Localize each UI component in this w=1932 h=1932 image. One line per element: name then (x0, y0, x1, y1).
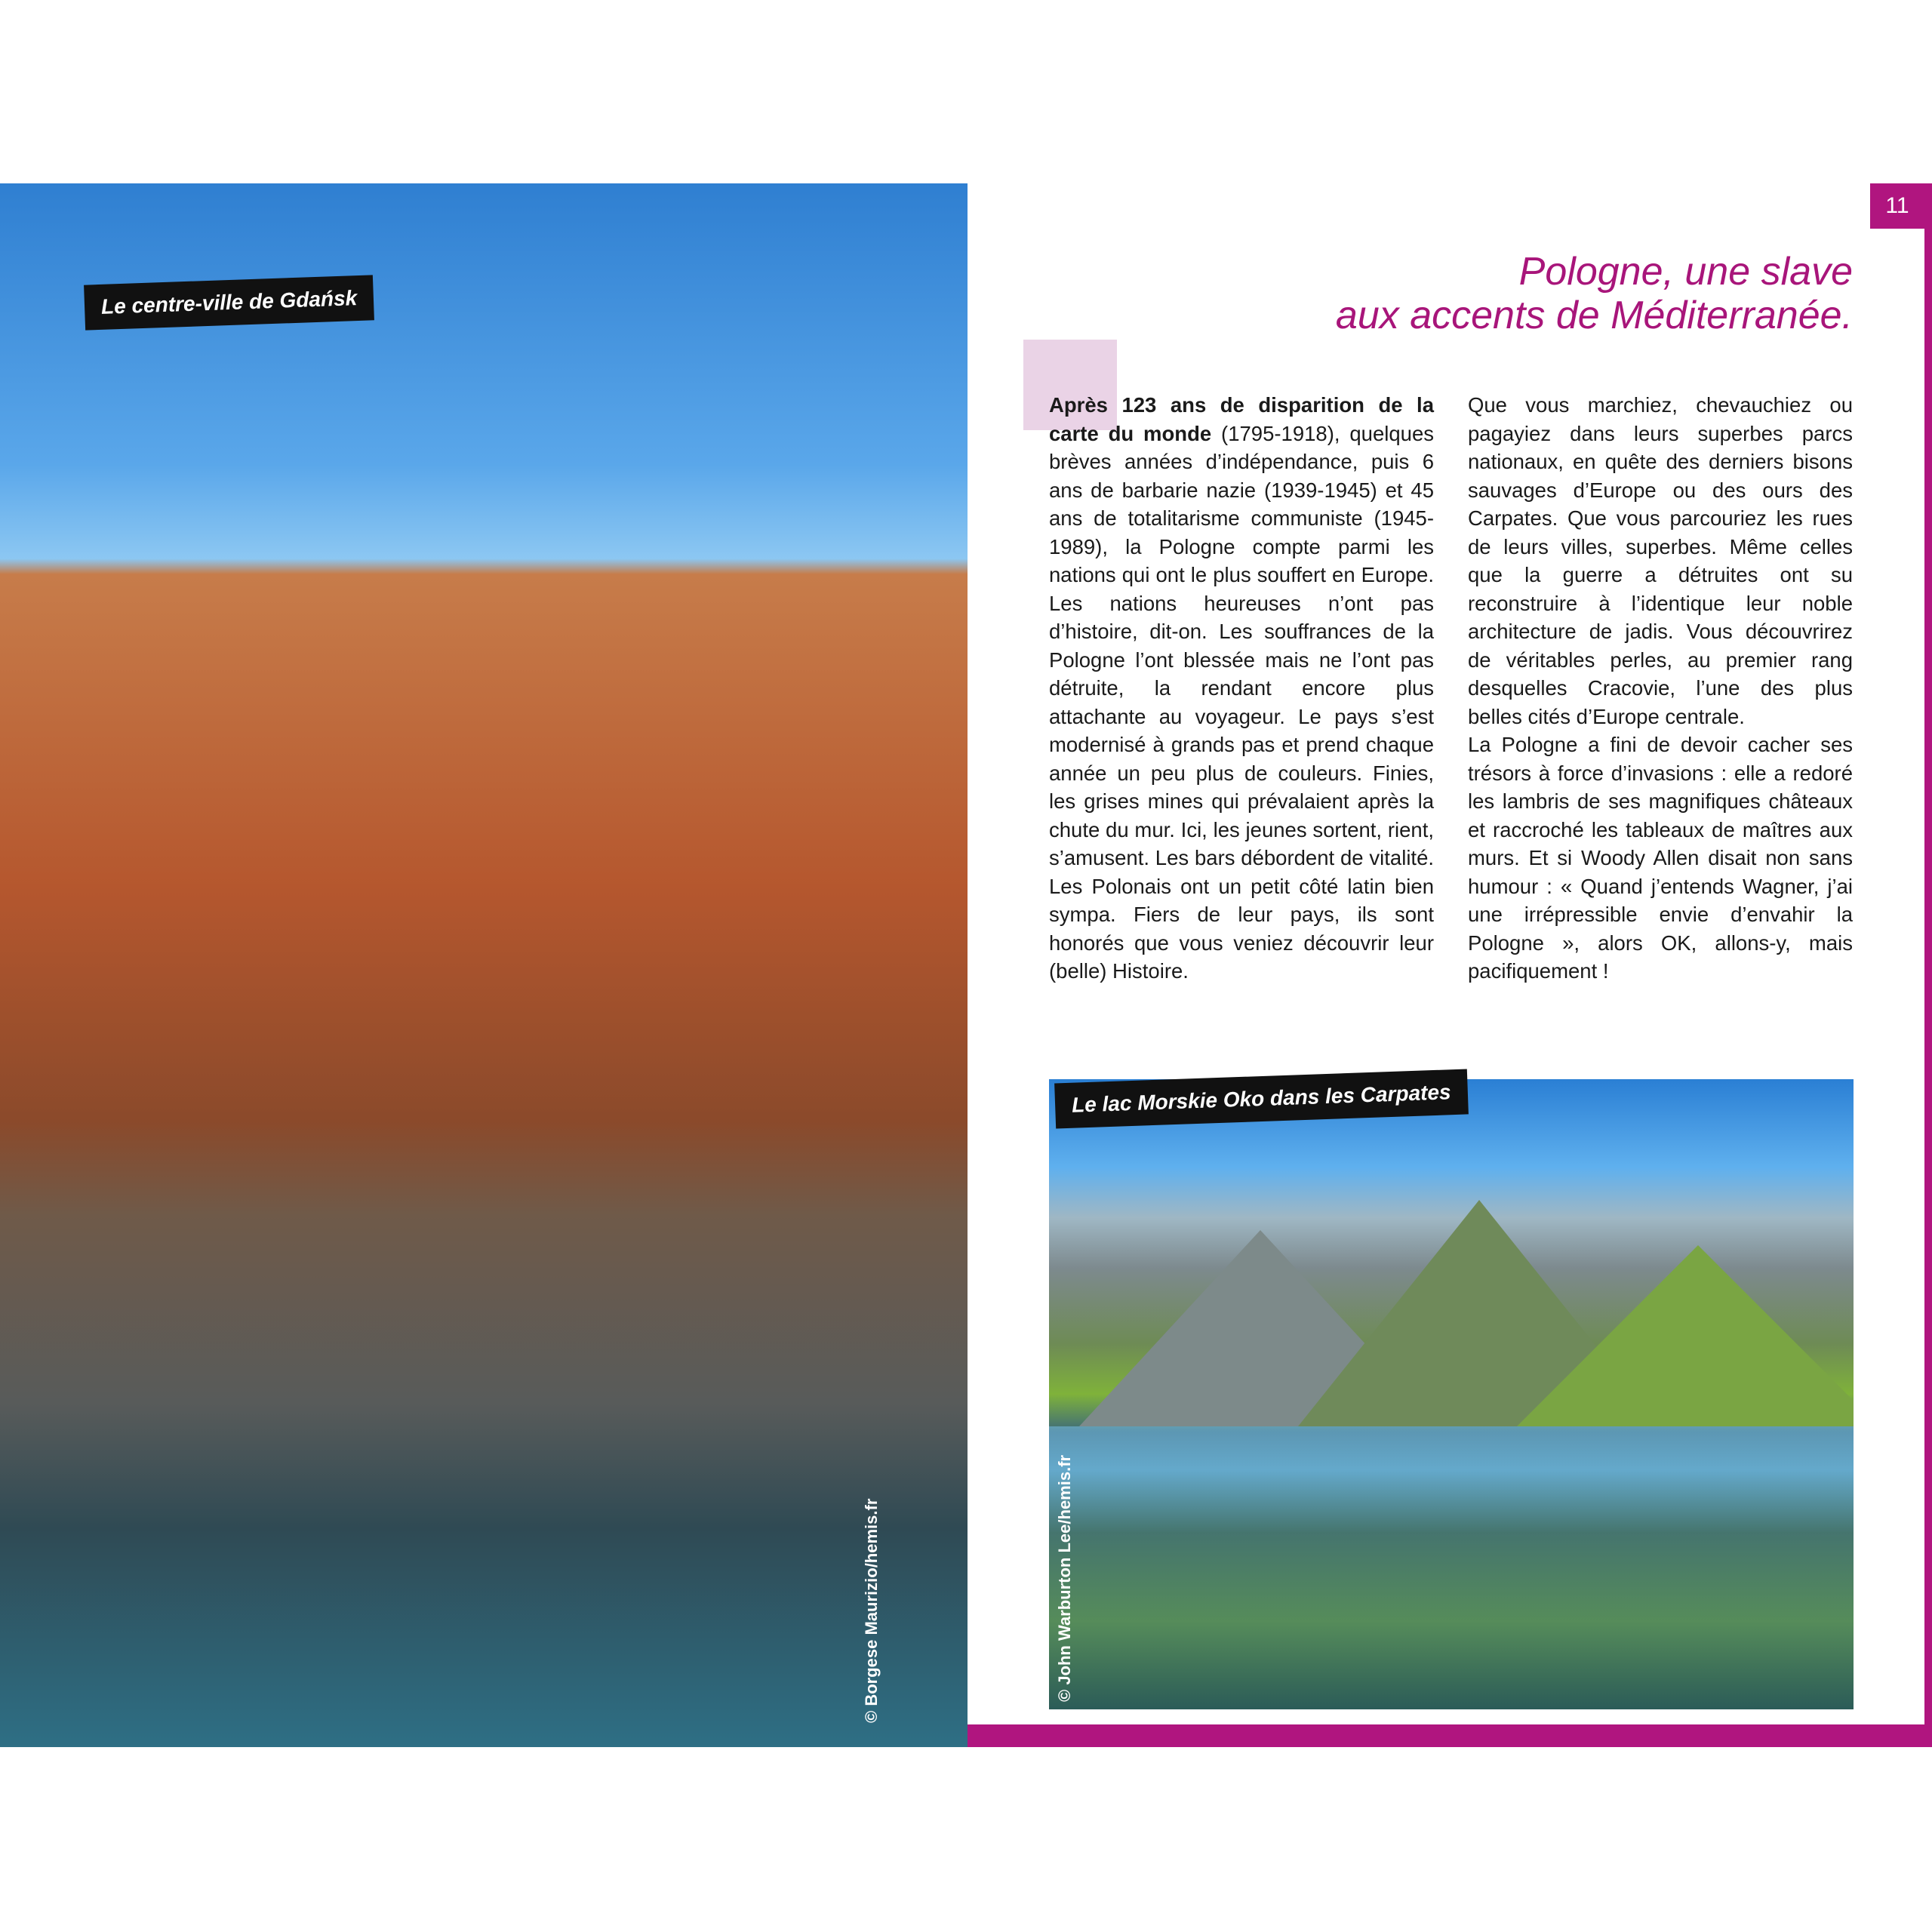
lake-photo-credit: © John Warburton Lee/hemis.fr (1055, 1454, 1074, 1702)
gdansk-photo (0, 183, 968, 1747)
column-2-paragraph-1: Que vous marchiez, chevauchiez ou pagayiez dans leurs superbes parcs nationaux, en quête des derniers bisons sauvages d’Europe ou des ours des Carpates. Que vous parcouriez les rues de leurs villes, superbes. Même celles que la guerre a détruites ont su reconstruire à l’identique leur noble architecture de jadis. Vous découvrirez de véritables perles, au premier rang desquelles Cracovie, l’une des plus belles cités d’Europe centrale. (1468, 393, 1853, 728)
heading-line-2: aux accents de Méditerranée. (1335, 294, 1853, 337)
accent-border-right (1924, 183, 1932, 1747)
column-1-body: (1795-1918), quelques brèves années d’indépendance, puis 6 ans de barbarie nazie (1939-1945) et 45 ans de totalitarisme communiste (1945-1989), la Pologne compte parmi les nations qui ont le plus souffert en Europe. Les nations heureuses n’ont pas d’histoire, dit-on. Les souffrances de la Pologne l’ont blessée mais ne l’ont pas détruite, la rendant encore plus attachante au voyageur. Le pays s’est modernisé à grands pas et prend chaque année un peu plus de couleurs. Finies, les grises mines qui prévalaient après la chute du mur. Ici, les jeunes sortent, rient, s’amusent. Les bars débordent de vitalité. Les Polonais ont un petit côté latin bien sympa. Fiers de leur pays, ils sont honorés que vous veniez découvrir leur (belle) Histoire. (1049, 421, 1435, 983)
gdansk-photo-credit: © Borgese Maurizio/hemis.fr (862, 1498, 881, 1723)
page-number: 11 (1870, 183, 1924, 229)
gdansk-caption: Le centre-ville de Gdańsk (84, 275, 374, 330)
lake-caption: Le lac Morskie Oko dans les Carpates (1054, 1069, 1468, 1128)
lake-photo (1049, 1079, 1854, 1709)
heading-line-1: Pologne, une slave (1518, 250, 1853, 294)
chapter-heading (1336, 250, 1853, 337)
column-2-paragraph-2: La Pologne a fini de devoir cacher ses trésors à force d’invasions : elle a redoré les lambris de ses magnifiques châteaux et raccroché les tableaux de maîtres aux murs. Et si Woody Allen disait non sans humour : « Quand j’entends Wagner, j’ai une irrépressible envie d’envahir la Pologne », alors OK, allons-y, mais pacifiquement ! (1468, 733, 1853, 983)
accent-border-bottom (968, 1724, 1932, 1747)
text-column-2 (1468, 391, 1853, 986)
text-column-1 (1049, 391, 1434, 986)
lake-water (1049, 1426, 1854, 1709)
mountain-shape (1517, 1245, 1854, 1426)
lead-text: Après 123 ans de disparition de la carte du monde (1049, 393, 1434, 445)
